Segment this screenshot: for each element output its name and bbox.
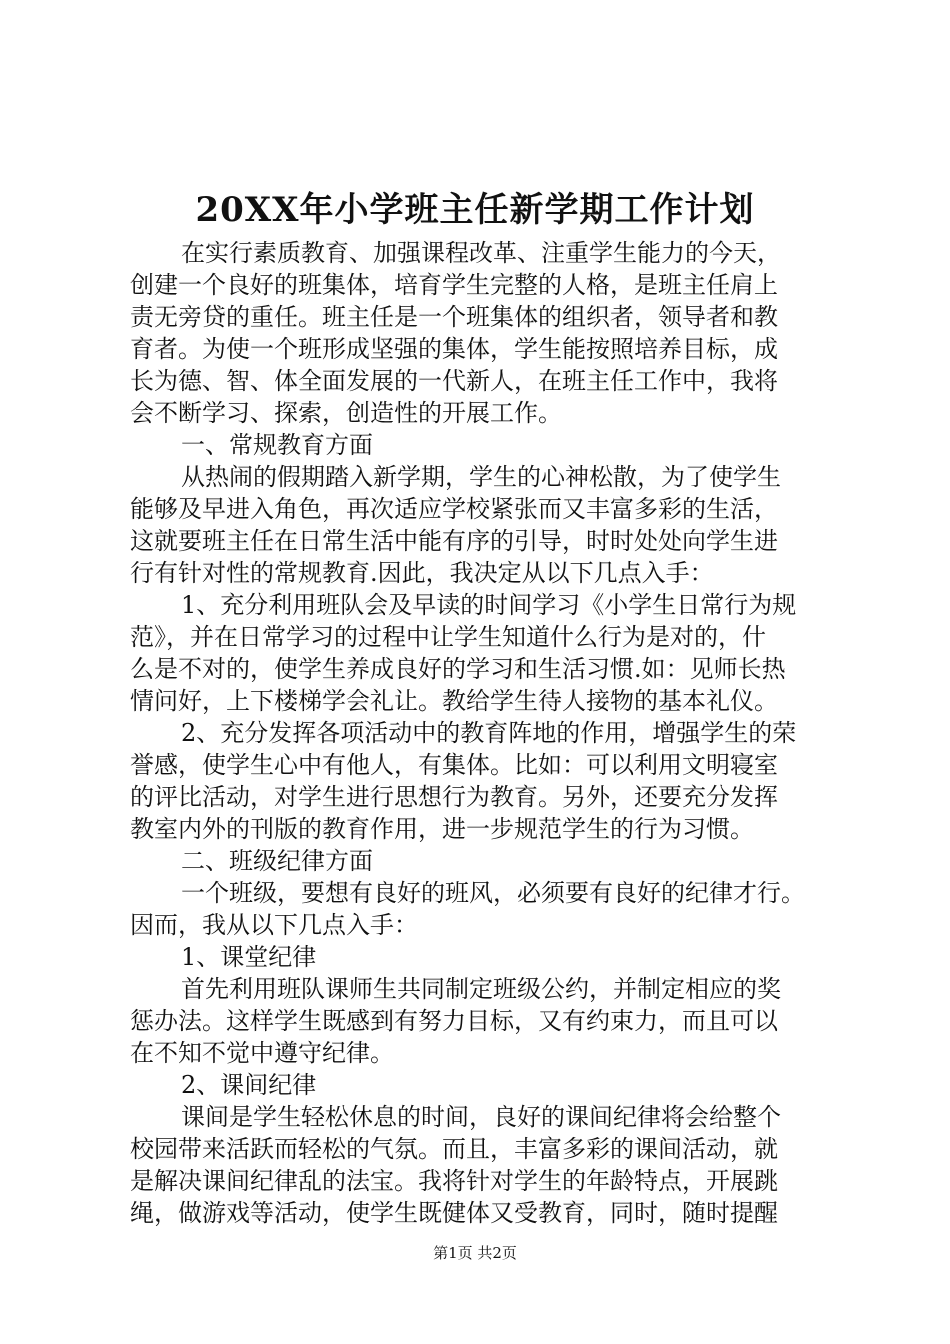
body-line: 么是不对的，使学生养成良好的学习和生活习惯.如：见师长热	[130, 655, 786, 683]
body-line: 在实行素质教育、加强课程改革、注重学生能力的今天，	[181, 239, 781, 267]
body-line: 在不知不觉中遵守纪律。	[130, 1039, 394, 1067]
body-line: 1、充分利用班队会及早读的时间学习《小学生日常行为规	[181, 591, 797, 619]
page-title: 20XX年小学班主任新学期工作计划	[195, 190, 755, 230]
body-line: 因而，我从以下几点入手：	[130, 911, 418, 939]
body-line: 能够及早进入角色，再次适应学校紧张而又丰富多彩的生活，	[130, 495, 778, 523]
body-line: 情问好，上下楼梯学会礼让。教给学生待人接物的基本礼仪。	[130, 687, 778, 715]
subsection-heading: 1、课堂纪律	[181, 943, 317, 971]
body-line: 从热闹的假期踏入新学期，学生的心神松散，为了使学生	[181, 463, 781, 491]
body-line: 范》，并在日常学习的过程中让学生知道什么行为是对的，什	[130, 623, 766, 651]
section-heading: 一、常规教育方面	[181, 431, 373, 459]
body-line: 惩办法。这样学生既感到有努力目标，又有约束力，而且可以	[130, 1007, 778, 1035]
body-line: 绳，做游戏等活动，使学生既健体又受教育，同时，随时提醒	[130, 1199, 778, 1227]
body-line: 创建一个良好的班集体，培育学生完整的人格，是班主任肩上	[130, 271, 778, 299]
body-line: 首先利用班队课师生共同制定班级公约，并制定相应的奖	[181, 975, 781, 1003]
body-line: 教室内外的刊版的教育作用，进一步规范学生的行为习惯。	[130, 815, 754, 843]
body-line: 长为德、智、体全面发展的一代新人，在班主任工作中，我将	[130, 367, 778, 395]
section-heading: 二、班级纪律方面	[181, 847, 373, 875]
body-line: 的评比活动，对学生进行思想行为教育。另外，还要充分发挥	[130, 783, 778, 811]
body-line: 是解决课间纪律乱的法宝。我将针对学生的年龄特点，开展跳	[130, 1167, 778, 1195]
body-line: 一个班级，要想有良好的班风，必须要有良好的纪律才行。	[181, 879, 805, 907]
body-line: 校园带来活跃而轻松的气氛。而且，丰富多彩的课间活动，就	[130, 1135, 778, 1163]
body-line: 行有针对性的常规教育.因此，我决定从以下几点入手：	[130, 559, 714, 587]
page-footer: 第1页 共2页	[433, 1244, 517, 1262]
body-line: 誉感，使学生心中有他人，有集体。比如：可以利用文明寝室	[130, 751, 778, 779]
body-line: 会不断学习、探索，创造性的开展工作。	[130, 399, 562, 427]
body-line: 2、充分发挥各项活动中的教育阵地的作用，增强学生的荣	[181, 719, 797, 747]
body-line: 责无旁贷的重任。班主任是一个班集体的组织者，领导者和教	[130, 303, 778, 331]
subsection-heading: 2、课间纪律	[181, 1071, 317, 1099]
body-line: 育者。为使一个班形成坚强的集体，学生能按照培养目标，成	[130, 335, 778, 363]
body-line: 这就要班主任在日常生活中能有序的引导，时时处处向学生进	[130, 527, 778, 555]
body-line: 课间是学生轻松休息的时间，良好的课间纪律将会给整个	[181, 1103, 781, 1131]
